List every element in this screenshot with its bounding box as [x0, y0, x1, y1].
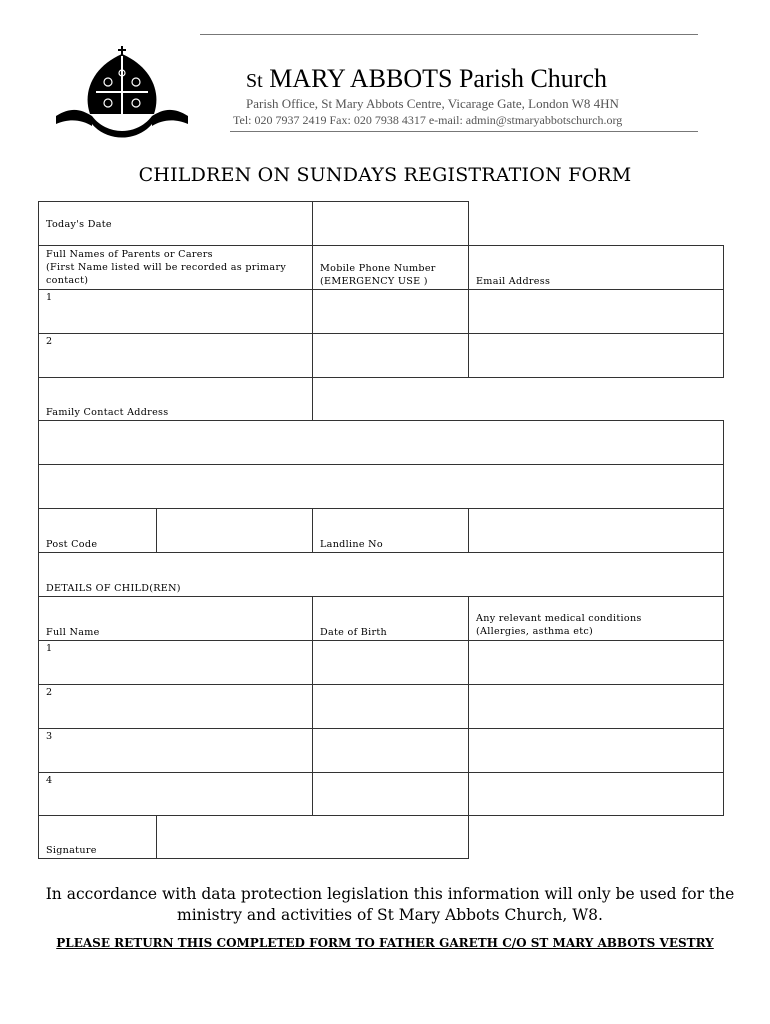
parent-1-email-field[interactable] — [468, 289, 724, 334]
child-name-header-cell — [38, 596, 313, 641]
data-protection-notice: In accordance with data protection legislation this information will only be used for the ministry and activities of St Mary Abbots Church, W8. — [45, 885, 735, 924]
row-number: 2 — [46, 687, 53, 698]
family-address-label-cell — [38, 377, 313, 421]
children-section-label: DETAILS OF CHILD(REN) — [46, 583, 181, 594]
child-4-name-field[interactable] — [38, 772, 313, 816]
mobile-header-cell — [312, 245, 469, 290]
landline-label-cell — [312, 508, 469, 553]
family-address-line-2[interactable] — [38, 464, 724, 509]
landline-label: Landline No — [320, 539, 383, 550]
church-contact: Tel: 020 7937 2419 Fax: 020 7938 4317 e-mail: admin@stmaryabbotschurch.org — [233, 113, 623, 127]
child-2-name-field[interactable] — [38, 684, 313, 729]
header-top-rule — [200, 34, 698, 35]
child-2-medical-field[interactable] — [468, 684, 724, 729]
postcode-label-cell — [38, 508, 157, 553]
parents-label: Full Names of Parents or Carers (First Name listed will be recorded as primary contact) — [46, 249, 287, 286]
landline-field[interactable] — [468, 508, 724, 553]
header-bottom-rule — [230, 131, 698, 132]
row-number: 1 — [46, 643, 53, 654]
parent-1-mobile-field[interactable] — [312, 289, 469, 334]
row-number: 3 — [46, 731, 53, 742]
email-header-cell — [468, 245, 724, 290]
mobile-label: Mobile Phone Number (EMERGENCY USE ) — [320, 263, 436, 287]
todays-date-label: Today's Date — [46, 219, 112, 230]
parents-header-cell — [38, 245, 313, 290]
church-name-rest: MARY ABBOTS Parish Church — [269, 64, 607, 93]
child-1-dob-field[interactable] — [312, 640, 469, 685]
child-3-medical-field[interactable] — [468, 728, 724, 773]
church-name — [246, 64, 607, 94]
signature-label: Signature — [46, 845, 97, 856]
family-address-line-1[interactable] — [38, 420, 724, 465]
parent-2-email-field[interactable] — [468, 333, 724, 378]
postcode-field[interactable] — [156, 508, 313, 553]
child-1-medical-field[interactable] — [468, 640, 724, 685]
parent-1-name-field[interactable] — [38, 289, 313, 334]
children-section-cell — [38, 552, 724, 597]
todays-date-field[interactable] — [312, 201, 469, 246]
medical-header-cell — [468, 596, 724, 641]
row-number: 4 — [46, 775, 53, 786]
email-label: Email Address — [476, 276, 551, 287]
child-3-dob-field[interactable] — [312, 728, 469, 773]
medical-label: Any relevant medical conditions (Allergies, asthma etc) — [476, 613, 642, 637]
dob-label: Date of Birth — [320, 627, 388, 638]
family-address-label: Family Contact Address — [46, 407, 169, 418]
dob-header-cell — [312, 596, 469, 641]
full-name-label: Full Name — [46, 627, 100, 638]
todays-date-label-cell — [38, 201, 313, 246]
signature-field[interactable] — [156, 815, 469, 859]
church-address: Parish Office, St Mary Abbots Centre, Vicarage Gate, London W8 4HN — [246, 96, 619, 111]
parent-2-name-field[interactable] — [38, 333, 313, 378]
mitre-logo-icon — [52, 46, 192, 138]
parent-2-mobile-field[interactable] — [312, 333, 469, 378]
child-2-dob-field[interactable] — [312, 684, 469, 729]
row-number: 1 — [46, 292, 53, 303]
child-4-medical-field[interactable] — [468, 772, 724, 816]
child-3-name-field[interactable] — [38, 728, 313, 773]
form-title: CHILDREN ON SUNDAYS REGISTRATION FORM — [138, 164, 632, 186]
return-instruction: PLEASE RETURN THIS COMPLETED FORM TO FATHER GARETH C/O ST MARY ABBOTS VESTRY — [56, 936, 714, 950]
postcode-label: Post Code — [46, 539, 98, 550]
child-1-name-field[interactable] — [38, 640, 313, 685]
child-4-dob-field[interactable] — [312, 772, 469, 816]
signature-label-cell — [38, 815, 157, 859]
church-name-prefix: St — [246, 70, 263, 92]
row-number: 2 — [46, 336, 53, 347]
